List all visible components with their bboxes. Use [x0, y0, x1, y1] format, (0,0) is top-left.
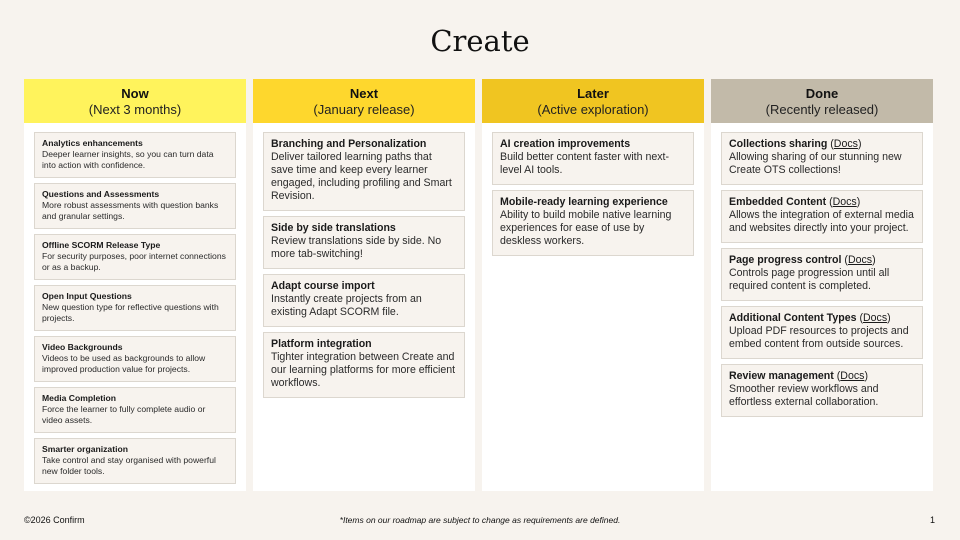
card-title: Mobile-ready learning experience [500, 196, 668, 208]
copyright: ©2026 Confirm [24, 515, 85, 525]
column-subtitle: (Next 3 months) [88, 102, 182, 117]
card-description: For security purposes, poor internet connections or as a backup. [42, 251, 226, 272]
card-title-text: Page progress control [729, 254, 842, 266]
card-title: Adapt course import [271, 280, 375, 292]
column-header-done [711, 79, 933, 123]
docs-link[interactable]: Docs [832, 196, 857, 208]
disclaimer-note: *Items on our roadmap are subject to change as requirements are defined. [339, 515, 621, 525]
card-title: Embedded Content (Docs) [729, 196, 861, 208]
roadmap-card [34, 183, 236, 229]
card-description: Upload PDF resources to projects and embed content from outside sources. [729, 325, 909, 350]
card-title: Offline SCORM Release Type [42, 240, 161, 250]
column-title: Done [805, 86, 839, 101]
column-done [711, 79, 933, 491]
roadmap-card [492, 132, 694, 185]
card-description: Tighter integration between Create and our learning platforms for more efficient workflows. [271, 351, 456, 389]
roadmap-card [721, 132, 923, 185]
column-body [253, 123, 475, 403]
card-title-text: Additional Content Types [729, 312, 857, 324]
card-title: Branching and Personalization [271, 138, 427, 150]
column-body [24, 123, 246, 489]
card-description: Build better content faster with next-level AI tools. [500, 151, 669, 176]
card-title: Review management (Docs) [729, 370, 868, 382]
card-title: Platform integration [271, 338, 372, 350]
roadmap-card [34, 132, 236, 178]
roadmap-card [34, 234, 236, 280]
roadmap-card [34, 285, 236, 331]
card-description: Videos to be used as backgrounds to allow improved production value for projects. [42, 353, 206, 374]
card-description: Allowing sharing of our stunning new Create OTS collections! [729, 151, 902, 176]
roadmap-card [263, 132, 465, 211]
card-description: Smoother review workflows and effortless external collaboration. [729, 383, 879, 408]
card-description: Instantly create projects from an existing Adapt SCORM file. [271, 293, 422, 318]
card-title: Analytics enhancements [42, 138, 143, 148]
card-title: Smarter organization [42, 444, 128, 454]
card-description: Take control and stay organised with powerful new folder tools. [42, 455, 216, 476]
column-header-next [253, 79, 475, 123]
card-title-text: Review management [729, 370, 834, 382]
card-description: Deliver tailored learning paths that save time and keep every learner engaged, including profiling and Smart Revision. [271, 151, 452, 202]
column-title: Now [121, 86, 149, 101]
card-description: Ability to build mobile native learning experiences for ease of use by deskless workers. [500, 209, 672, 247]
column-header-now [24, 79, 246, 123]
card-title: Open Input Questions [42, 291, 132, 301]
card-title: Collections sharing (Docs) [729, 138, 862, 150]
column-title: Next [349, 86, 379, 101]
roadmap-board [24, 79, 936, 491]
column-subtitle: (January release) [313, 102, 415, 117]
column-body [711, 123, 933, 422]
column-later [482, 79, 704, 491]
column-now [24, 79, 246, 491]
column-header-later [482, 79, 704, 123]
column-next [253, 79, 475, 491]
roadmap-card [721, 306, 923, 359]
card-title-text: Embedded Content [729, 196, 827, 208]
roadmap-card [721, 248, 923, 301]
card-title: Media Completion [42, 393, 117, 403]
roadmap-card [263, 274, 465, 327]
roadmap-card [34, 387, 236, 433]
page-number: 1 [929, 515, 935, 525]
roadmap-card [263, 216, 465, 269]
card-title-text: Collections sharing [729, 138, 828, 150]
column-title: Later [577, 86, 609, 101]
card-title: Page progress control (Docs) [729, 254, 876, 266]
column-subtitle: (Recently released) [765, 102, 879, 117]
roadmap-card [34, 336, 236, 382]
card-title: Questions and Assessments [42, 189, 160, 199]
roadmap-card [721, 364, 923, 417]
docs-link[interactable]: Docs [840, 370, 865, 382]
card-description: Force the learner to fully complete audio or video assets. [42, 404, 206, 425]
card-title: AI creation improvements [500, 138, 631, 150]
roadmap-card [34, 438, 236, 484]
docs-link[interactable]: Docs [847, 254, 873, 266]
roadmap-card [263, 332, 465, 398]
card-description: Deeper learner insights, so you can turn data into action with confidence. [42, 149, 214, 170]
roadmap-card [492, 190, 694, 256]
column-body [482, 123, 704, 261]
card-title: Additional Content Types (Docs) [729, 312, 891, 324]
card-description: Review translations side by side. No more tab-switching! [271, 235, 442, 260]
card-title: Side by side translations [271, 222, 396, 234]
card-title: Video Backgrounds [42, 342, 123, 352]
card-description: Allows the integration of external media and websites directly into your project. [729, 209, 914, 234]
card-description: Controls page progression until all required content is completed. [729, 267, 890, 292]
roadmap-card [721, 190, 923, 243]
card-description: New question type for reflective questions with projects. [42, 302, 219, 323]
card-description: More robust assessments with question banks and granular settings. [42, 200, 219, 221]
page-title: Create [430, 24, 530, 58]
column-subtitle: (Active exploration) [537, 102, 649, 117]
docs-link[interactable]: Docs [833, 138, 858, 150]
docs-link[interactable]: Docs [863, 312, 888, 324]
